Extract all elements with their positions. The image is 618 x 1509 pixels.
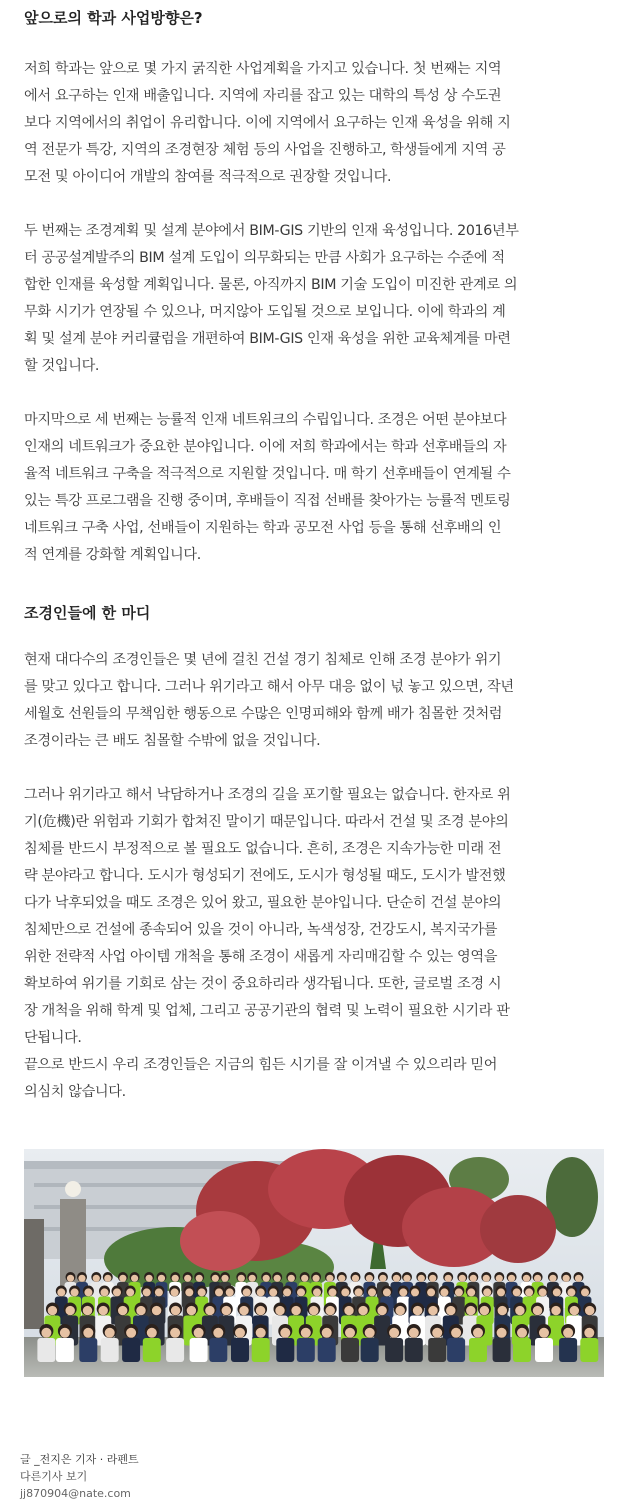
person-face [309, 1306, 318, 1315]
person-face [313, 1275, 320, 1282]
person-face [513, 1288, 521, 1296]
person-face [67, 1275, 74, 1282]
paragraph-line: 터 공공설계발주의 BIM 설계 도입이 의무화되는 만큼 사회가 요구하는 수준에 적 [24, 250, 505, 266]
group-photo [24, 1149, 604, 1377]
person-face [366, 1275, 373, 1282]
person-face [198, 1288, 206, 1296]
person-face [432, 1328, 442, 1338]
person-body [318, 1338, 336, 1362]
person-face [539, 1328, 549, 1338]
person-face [83, 1328, 93, 1338]
person-face [389, 1328, 399, 1338]
person-face [496, 1275, 503, 1282]
person-face [155, 1288, 163, 1296]
person-face [446, 1306, 455, 1315]
person-face [126, 1288, 134, 1296]
paragraph-line: 두 번째는 조경계획 및 설계 분야에서 BIM-GIS 기반의 인재 육성입니다. 2016년부 [24, 223, 519, 239]
person-face [551, 1306, 560, 1315]
person-body [37, 1338, 55, 1362]
person-face [581, 1288, 589, 1296]
person-face [534, 1275, 541, 1282]
person-body [405, 1338, 423, 1362]
person-face [570, 1306, 579, 1315]
person-face [341, 1288, 349, 1296]
person-face [257, 1288, 265, 1296]
person-face [170, 1328, 180, 1338]
person-face [78, 1275, 85, 1282]
person-face [263, 1275, 270, 1282]
future-plans-paragraph [24, 218, 596, 380]
paragraph-line: 에서 요구하는 인재 배출입니다. 지역에 자리를 잡고 있는 대학의 특성 상 수도권 [24, 88, 502, 104]
section-heading-future-plans: 앞으로의 학과 사업방향은? [24, 9, 203, 27]
person-face [563, 1275, 570, 1282]
person-face [119, 1275, 126, 1282]
person-face [483, 1275, 490, 1282]
paragraph-line: 위한 전략적 사업 아이템 개척을 통해 조경이 새롭게 자리매김할 수 있는 영역을 [24, 949, 498, 965]
person-face [549, 1275, 556, 1282]
person-face [383, 1288, 391, 1296]
paragraph-line: 략 분야라고 합니다. 도시가 형성되기 전에도, 도시가 형성될 때도, 도시가 발전했 [24, 868, 506, 884]
person-face [497, 1288, 505, 1296]
person-face [403, 1275, 410, 1282]
person-face [243, 1288, 251, 1296]
person-face [322, 1328, 332, 1338]
person-face [301, 1328, 311, 1338]
person-face [440, 1288, 448, 1296]
person-face [71, 1288, 79, 1296]
person-face [313, 1288, 321, 1296]
person-face [226, 1288, 234, 1296]
person-body [428, 1338, 446, 1362]
person-face [365, 1328, 375, 1338]
person-face [152, 1306, 161, 1315]
person-face [455, 1288, 463, 1296]
person-face [212, 1275, 219, 1282]
person-body [56, 1338, 74, 1362]
person-body [361, 1338, 379, 1362]
person-body [297, 1338, 315, 1362]
person-face [48, 1306, 57, 1315]
paragraph-line: 역 전문가 특강, 지역의 조경현장 체험 등의 사업을 진행하고, 학생들에게 지역 공 [24, 142, 506, 158]
person-face [352, 1275, 359, 1282]
person-face [585, 1306, 594, 1315]
person-face [143, 1288, 151, 1296]
person-face [146, 1275, 153, 1282]
person-face [158, 1275, 165, 1282]
person-body [190, 1338, 208, 1362]
person-face [368, 1288, 376, 1296]
byline [20, 1451, 139, 1502]
person-face [238, 1275, 245, 1282]
person-body [79, 1338, 97, 1362]
paragraph-line: 인재의 네트워크가 중요한 분야입니다. 이에 저희 학과에서는 학과 선후배들의 자 [24, 439, 507, 455]
person-body [513, 1338, 531, 1362]
section-message-body [24, 647, 596, 1106]
paragraph-line: 획 및 설계 분야 커리큘럼을 개편하여 BIM-GIS 인재 육성을 위한 교육체계를 마련 [24, 331, 511, 347]
person-face [101, 1288, 109, 1296]
person-face [196, 1275, 203, 1282]
person-face [60, 1328, 70, 1338]
person-face [451, 1328, 461, 1338]
person-face [291, 1306, 300, 1315]
person-face [409, 1328, 419, 1338]
paragraph-line: 보다 지역에서의 취업이 유리합니다. 이에 지역에서 요구하는 인재 육성을 위해 지 [24, 115, 511, 131]
person-face [418, 1275, 425, 1282]
person-face [445, 1275, 452, 1282]
person-face [498, 1306, 507, 1315]
paragraph-line: 할 것입니다. [24, 358, 100, 374]
paragraph-line: 그러나 위기라고 해서 낙담하거나 조경의 길을 포기할 필요는 없습니다. 한자로 위 [24, 787, 511, 803]
person-face [399, 1288, 407, 1296]
person-face [467, 1288, 475, 1296]
person-face [466, 1306, 475, 1315]
paragraph-line: 현재 대다수의 조경인들은 몇 년에 걸친 건설 경기 침체로 인해 조경 분야가 위기 [24, 652, 502, 668]
person-face [553, 1288, 561, 1296]
person-face [355, 1288, 363, 1296]
message-paragraph [24, 647, 596, 755]
person-face [274, 1275, 281, 1282]
person-face [377, 1306, 386, 1315]
paragraph-line: 합한 인재를 육성할 계획입니다. 물론, 아직까지 BIM 기술 도입이 미진한 관계로 의 [24, 277, 518, 293]
person-face [171, 1288, 179, 1296]
person-body [276, 1338, 294, 1362]
person-body [231, 1338, 249, 1362]
person-face [235, 1328, 245, 1338]
person-body [166, 1338, 184, 1362]
future-plans-paragraph [24, 56, 596, 191]
person-face [301, 1275, 308, 1282]
person-face [480, 1306, 489, 1315]
paragraph-line: 침체만으로 건설에 종속되어 있을 것이 아니라, 녹색성장, 건강도시, 복지국가를 [24, 922, 498, 938]
paragraph-line: 조경이라는 큰 배도 침몰할 수밖에 없을 것입니다. [24, 733, 321, 749]
person-face [428, 1306, 437, 1315]
person-face [205, 1306, 214, 1315]
person-face [184, 1275, 191, 1282]
person-face [57, 1288, 65, 1296]
person-face [256, 1306, 265, 1315]
person-face [358, 1306, 367, 1315]
section-heading-message: 조경인들에 한 마디 [24, 604, 151, 622]
person-face [269, 1288, 277, 1296]
person-face [326, 1306, 335, 1315]
person-face [523, 1275, 530, 1282]
paragraph-line: 있는 특강 프로그램을 진행 중이며, 후배들이 직접 선배를 찾아가는 능률적 멘토링 [24, 493, 511, 509]
paragraph-line: 다가 낙후되었을 때도 조경은 있어 왔고, 필요한 분야입니다. 단순히 건설 분야의 [24, 895, 502, 911]
paragraph-line: 율적 네트워크 구축을 적극적으로 지원할 것입니다. 매 학기 선후배들이 연계될 수 [24, 466, 511, 482]
person-face [113, 1288, 121, 1296]
person-body [101, 1338, 119, 1362]
person-face [345, 1328, 355, 1338]
person-face [459, 1275, 466, 1282]
paragraph-line: 장 개척을 위해 학계 및 업체, 그리고 공공기관의 협력 및 노력이 필요한 시기라 판 [24, 1003, 510, 1019]
person-face [118, 1306, 127, 1315]
paragraph-line: 의심치 않습니다. [24, 1084, 126, 1100]
person-body [341, 1338, 359, 1362]
person-face [104, 1275, 111, 1282]
paragraph-line: 네트워크 구축 사업, 선배들이 지원하는 학과 공모전 사업 등을 통해 선후배의 인 [24, 520, 502, 536]
paragraph-line: 침체를 반드시 부정적으로 볼 필요도 없습니다. 흔히, 조경은 지속가능한 미래 전 [24, 841, 502, 857]
person-body [385, 1338, 403, 1362]
paragraph-line: 모전 및 아이디어 개발의 참여를 적극적으로 권장할 것입니다. [24, 169, 392, 185]
person-face [99, 1306, 108, 1315]
person-body [143, 1338, 161, 1362]
person-body [122, 1338, 140, 1362]
person-face [131, 1275, 138, 1282]
person-face [105, 1328, 115, 1338]
more-articles-link[interactable]: 다른기사 보기 [20, 1470, 88, 1483]
person-face [171, 1306, 180, 1315]
person-face [508, 1275, 515, 1282]
paragraph-line: 마지막으로 세 번째는 능률적 인재 네트워크의 수립입니다. 조경은 어떤 분야보다 [24, 412, 507, 428]
person-body [209, 1338, 227, 1362]
person-face [338, 1275, 345, 1282]
section-future-plans-body [24, 56, 596, 569]
byline-author: 글 _전지은 기자 · 라펜트 [20, 1453, 139, 1466]
person-face [563, 1328, 573, 1338]
person-face [326, 1275, 333, 1282]
person-face [126, 1328, 136, 1338]
person-face [533, 1306, 542, 1315]
person-face [427, 1288, 435, 1296]
paragraph-line: 무화 시기가 연장될 수 있으나, 머지않아 도입될 것으로 보입니다. 이에 학과의 계 [24, 304, 506, 320]
person-face [41, 1328, 51, 1338]
person-body [252, 1338, 270, 1362]
article-body [24, 0, 596, 1106]
person-face [515, 1306, 524, 1315]
person-face [413, 1306, 422, 1315]
person-face [297, 1288, 305, 1296]
person-face [222, 1306, 231, 1315]
person-face [483, 1288, 491, 1296]
person-face [147, 1328, 157, 1338]
person-face [66, 1306, 75, 1315]
person-face [575, 1275, 582, 1282]
person-face [239, 1306, 248, 1315]
person-face [393, 1275, 400, 1282]
person-face [187, 1306, 196, 1315]
person-body [559, 1338, 577, 1362]
person-face [539, 1288, 547, 1296]
person-body [580, 1338, 598, 1362]
person-face [83, 1306, 92, 1315]
person-face [256, 1328, 266, 1338]
author-email: jj870904@nate.com [20, 1487, 131, 1500]
paragraph-line: 끝으로 반드시 우리 조경인들은 지금의 힘든 시기를 잘 이겨낼 수 있으리라 믿어 [24, 1057, 498, 1073]
person-face [213, 1328, 223, 1338]
person-face [429, 1275, 436, 1282]
person-face [275, 1306, 284, 1315]
person-face [249, 1275, 256, 1282]
person-face [136, 1306, 145, 1315]
person-face [288, 1275, 295, 1282]
person-face [329, 1288, 337, 1296]
paragraph-line: 세월호 선원들의 무책임한 행동으로 수많은 인명피해와 함께 배가 침몰한 것처럼 [24, 706, 503, 722]
person-body [535, 1338, 553, 1362]
person-face [525, 1288, 533, 1296]
person-face [344, 1306, 353, 1315]
person-body [469, 1338, 487, 1362]
person-face [379, 1275, 386, 1282]
person-face [172, 1275, 179, 1282]
person-body [493, 1338, 511, 1362]
future-plans-paragraph [24, 407, 596, 569]
paragraph-line: 기(危機)란 위험과 기회가 합쳐진 말이기 때문입니다. 따라서 건설 및 조경 분야의 [24, 814, 509, 830]
person-face [93, 1275, 100, 1282]
paragraph-line: 적 연계를 강화할 계획입니다. [24, 547, 201, 563]
person-face [497, 1328, 507, 1338]
person-body [447, 1338, 465, 1362]
person-face [84, 1288, 92, 1296]
person-face [470, 1275, 477, 1282]
person-face [396, 1306, 405, 1315]
paragraph-line: 확보하여 위기를 기회로 삼는 것이 중요하리라 생각됩니다. 또한, 글로벌 조경 시 [24, 976, 502, 992]
person-face [411, 1288, 419, 1296]
person-face [194, 1328, 204, 1338]
message-paragraph [24, 782, 596, 1106]
paragraph-line: 를 맞고 있다고 합니다. 그러나 위기라고 해서 아무 대응 없이 넋 놓고 있으면, 작년 [24, 679, 514, 695]
person-face [221, 1275, 228, 1282]
paragraph-line: 저희 학과는 앞으로 몇 가지 굵직한 사업계획을 가지고 있습니다. 첫 번째는 지역 [24, 61, 502, 77]
person-face [567, 1288, 575, 1296]
group-photo-illustration [24, 1149, 604, 1377]
person-face [215, 1288, 223, 1296]
person-face [517, 1328, 527, 1338]
person-face [283, 1288, 291, 1296]
person-face [280, 1328, 290, 1338]
person-face [473, 1328, 483, 1338]
person-face [584, 1328, 594, 1338]
paragraph-line: 단됩니다. [24, 1030, 82, 1046]
person-face [185, 1288, 193, 1296]
